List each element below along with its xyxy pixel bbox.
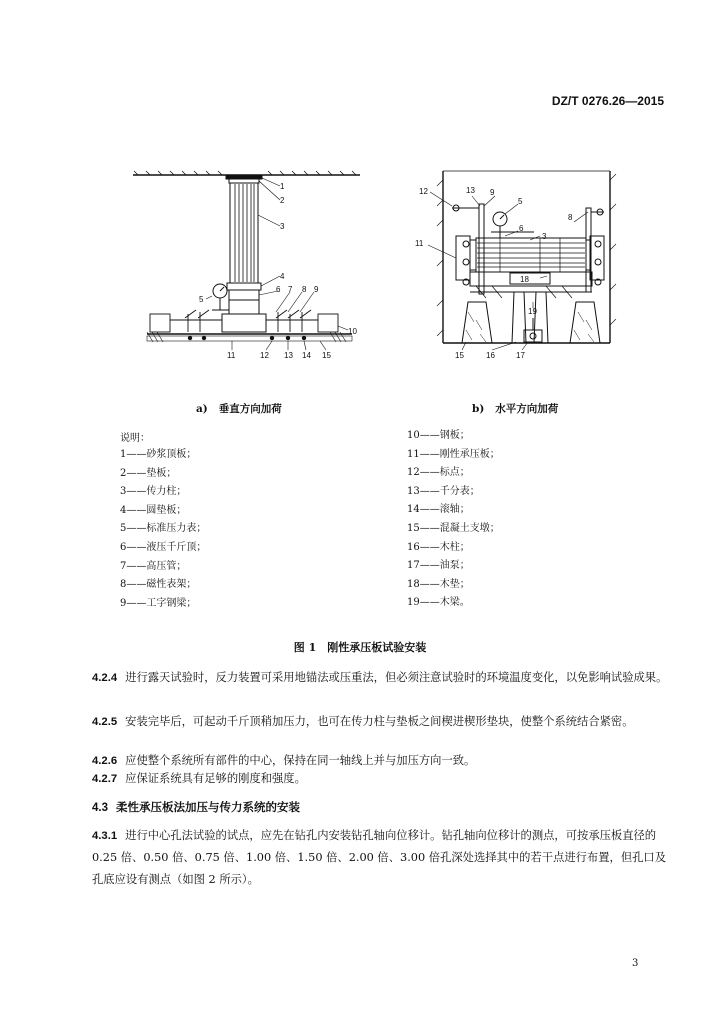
figure-title: 图 1 刚性承压板试验安装: [293, 641, 427, 654]
label-a-6: 6: [276, 285, 281, 294]
clause-text: 进行中心孔法试验的试点，应先在钻孔内安装钻孔轴向位移计。钻孔轴向位移计的测点，可按承压板直径的 0.25 倍、0.50 倍、0.75 倍、1.00 倍、1.50 倍、2.00 倍、3.00 倍孔深处选择其中的若干点进行布置，但孔口及孔底应设有测点（如图 2 所示）。: [92, 829, 667, 886]
label-b-3: 3: [542, 232, 547, 241]
label-a-11: 11: [227, 351, 236, 360]
clause-number: 4.2.5: [92, 716, 118, 728]
label-a-2: 2: [280, 196, 285, 205]
label-a-14: 14: [302, 351, 311, 360]
figure-1-drawings: [0, 150, 720, 390]
legend-item: 15——混凝土支墩；: [407, 522, 500, 534]
label-b-9: 9: [490, 188, 495, 197]
clause-number: 4.2.4: [92, 672, 118, 684]
legend-item: 11——刚性承压板；: [407, 448, 500, 460]
clause-text: 安装完毕后，可起动千斤顶稍加压力，也可在传力柱与垫板之间楔进楔形垫块，使整个系统结合紧密。: [125, 715, 634, 728]
paragraph-4-2-4: [92, 667, 676, 689]
label-b-12: 12: [419, 187, 428, 196]
label-b-17: 17: [516, 351, 525, 360]
subfigure-b-letter: b): [472, 403, 485, 415]
label-b-8: 8: [568, 213, 573, 222]
clause-text: 应使整个系统所有部件的中心，保持在同一轴线上并与加压方向一致。: [125, 754, 476, 767]
label-a-8: 8: [302, 285, 307, 294]
label-a-13: 13: [284, 351, 293, 360]
legend-item: 5——标准压力表；: [120, 523, 207, 535]
legend-title: 说明：: [120, 433, 150, 444]
label-a-7: 7: [288, 285, 293, 294]
label-b-5: 5: [518, 197, 523, 206]
legend-item: 14——滚轴；: [407, 504, 470, 516]
subfigure-a-caption: [196, 401, 282, 416]
legend-item: 8——磁性表架；: [120, 579, 197, 591]
clause-text: 应保证系统具有足够的刚度和强度。: [125, 772, 306, 785]
legend-item: 7——高压管；: [120, 560, 187, 572]
legend-left-column: [120, 446, 206, 613]
label-a-9: 9: [314, 285, 319, 294]
paragraph-4-3-1: [92, 825, 676, 891]
label-b-15: 15: [455, 351, 464, 360]
page-number: 3: [632, 958, 639, 969]
legend-item: 16——木柱；: [407, 541, 470, 553]
legend-item: 4——圆垫板；: [120, 504, 187, 516]
subfigure-b-caption: [472, 401, 558, 416]
legend-item: 18——木垫；: [407, 578, 470, 590]
clause-number: 4.2.7: [92, 773, 118, 785]
legend-item: 9——工字钢梁；: [120, 597, 197, 609]
label-b-11: 11: [415, 239, 424, 248]
subfigure-a-drawing: [133, 171, 360, 350]
legend-right-column: [407, 427, 500, 613]
paragraph-4-2-5: [92, 711, 676, 733]
subfigure-a-text: 垂直方向加荷: [218, 403, 282, 415]
legend-item: 1——砂浆顶板；: [120, 449, 197, 460]
legend-item: 6——液压千斤顶；: [120, 541, 207, 553]
label-b-18: 18: [520, 275, 529, 284]
clause-text: 进行露天试验时，反力装置可采用地锚法或压重法，但必须注意试验时的环境温度变化，以免影响试验成果。: [125, 671, 668, 684]
label-b-16: 16: [486, 351, 495, 360]
legend-item: 19——木梁。: [407, 597, 470, 609]
section-title: 柔性承压板法加压与传力系统的安装: [116, 800, 300, 814]
label-a-3: 3: [280, 222, 285, 231]
label-b-19: 19: [528, 307, 537, 316]
label-a-4: 4: [280, 272, 285, 281]
subfigure-b-text: 水平方向加荷: [495, 403, 559, 415]
clause-number: 4.3.1: [92, 830, 118, 842]
label-b-13: 13: [466, 186, 475, 195]
legend-item: 13——千分表；: [407, 485, 480, 497]
paragraph-4-2-7: [92, 768, 676, 790]
label-a-10: 10: [348, 327, 357, 336]
label-a-12: 12: [260, 351, 269, 360]
legend-item: 12——标点；: [407, 467, 470, 479]
legend-item: 17——油泵；: [407, 560, 470, 572]
label-a-5: 5: [199, 295, 204, 304]
label-a-15: 15: [322, 351, 331, 360]
standard-code: DZ/T 0276.26—2015: [551, 94, 664, 108]
section-heading-4-3: [92, 799, 300, 815]
section-number: 4.3: [92, 802, 108, 814]
clause-number: 4.2.6: [92, 755, 118, 767]
label-a-1: 1: [280, 182, 285, 191]
label-b-6: 6: [519, 224, 524, 233]
legend-item: 2——垫板；: [120, 467, 177, 479]
legend-item: 3——传力柱；: [120, 486, 187, 498]
subfigure-a-letter: a): [196, 403, 208, 415]
legend-item: 10——钢板；: [407, 430, 470, 441]
